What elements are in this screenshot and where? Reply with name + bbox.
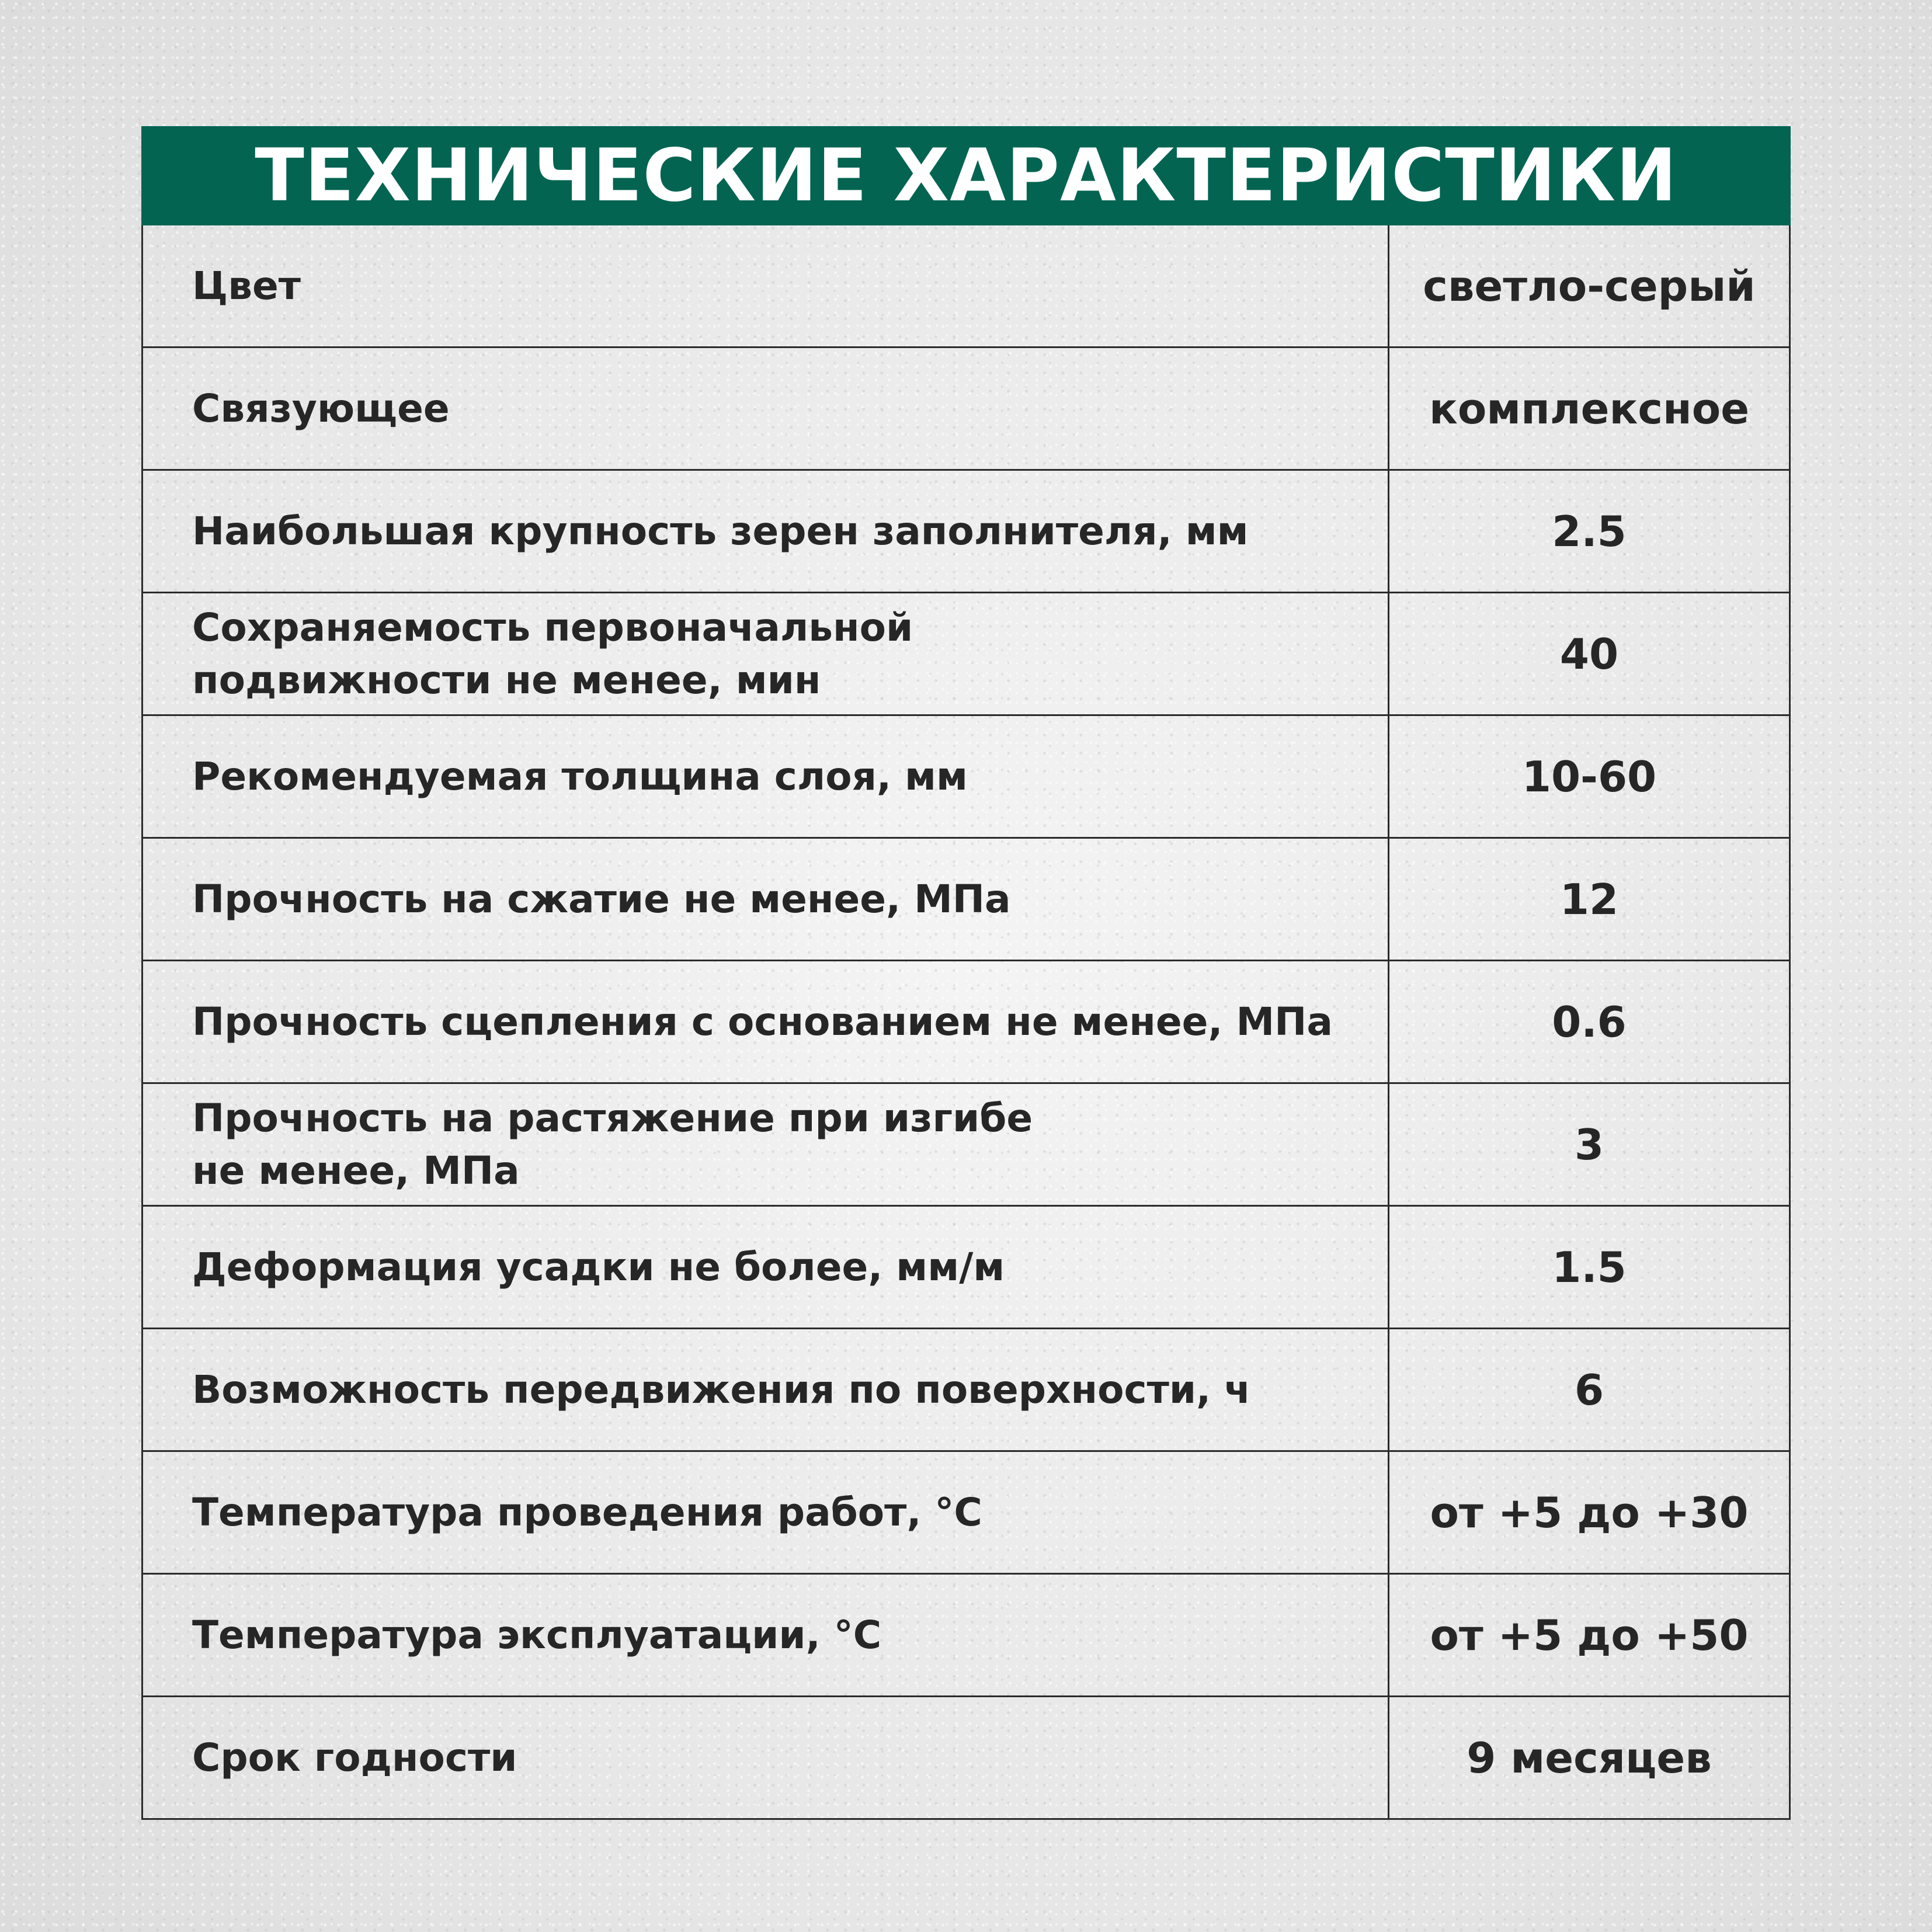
table-row — [143, 1695, 1789, 1818]
table-row — [143, 1573, 1789, 1695]
row-parameter-name: Рекомендуемая толщина слоя, мм — [143, 716, 1389, 837]
row-parameter-value: 10-60 — [1521, 752, 1657, 801]
row-parameter-value: светло-серый — [1423, 261, 1756, 311]
row-parameter-name: Прочность на сжатие не менее, МПа — [143, 839, 1389, 960]
table-row — [143, 1450, 1789, 1573]
table-row — [143, 346, 1789, 469]
row-parameter-name: Прочность на растяжение при изгибе не менее, МПа — [143, 1084, 1389, 1205]
row-parameter-name: Цвет — [143, 225, 1389, 346]
row-parameter-name: Сохраняемость первоначальной подвижности не менее, мин — [143, 593, 1389, 714]
table-body — [141, 225, 1791, 1820]
table-title: ТЕХНИЧЕСКИЕ ХАРАКТЕРИСТИКИ — [141, 126, 1791, 225]
row-parameter-value: 9 месяцев — [1467, 1733, 1712, 1782]
table-row — [143, 960, 1789, 1082]
row-parameter-value: 6 — [1574, 1365, 1604, 1415]
table-row — [143, 469, 1789, 592]
row-parameter-value: 3 — [1574, 1120, 1604, 1169]
table-row — [143, 714, 1789, 837]
row-parameter-name: Температура эксплуатации, °С — [143, 1575, 1389, 1695]
row-parameter-value: 2.5 — [1552, 506, 1627, 556]
table-row — [143, 225, 1789, 346]
row-parameter-name: Связующее — [143, 348, 1389, 469]
table-row — [143, 837, 1789, 960]
row-parameter-name: Возможность передвижения по поверхности, ч — [143, 1329, 1389, 1450]
table-row — [143, 1328, 1789, 1450]
row-parameter-name: Температура проведения работ, °С — [143, 1452, 1389, 1573]
table-row — [143, 1082, 1789, 1205]
row-parameter-name: Наибольшая крупность зерен заполнителя, мм — [143, 471, 1389, 592]
row-parameter-value: от +5 до +50 — [1430, 1610, 1749, 1660]
table-row — [143, 592, 1789, 714]
row-parameter-name: Деформация усадки не более, мм/м — [143, 1207, 1389, 1328]
spec-table — [141, 126, 1791, 1820]
row-parameter-value: комплексное — [1429, 384, 1750, 433]
row-parameter-value: от +5 до +30 — [1430, 1488, 1749, 1537]
row-parameter-value: 0.6 — [1552, 997, 1627, 1047]
row-parameter-value: 40 — [1559, 629, 1619, 679]
row-parameter-value: 1.5 — [1552, 1242, 1627, 1292]
row-parameter-value: 12 — [1559, 874, 1619, 924]
row-parameter-name: Срок годности — [143, 1697, 1389, 1818]
table-row — [143, 1205, 1789, 1328]
row-parameter-name: Прочность сцепления с основанием не менее, МПа — [143, 961, 1389, 1082]
